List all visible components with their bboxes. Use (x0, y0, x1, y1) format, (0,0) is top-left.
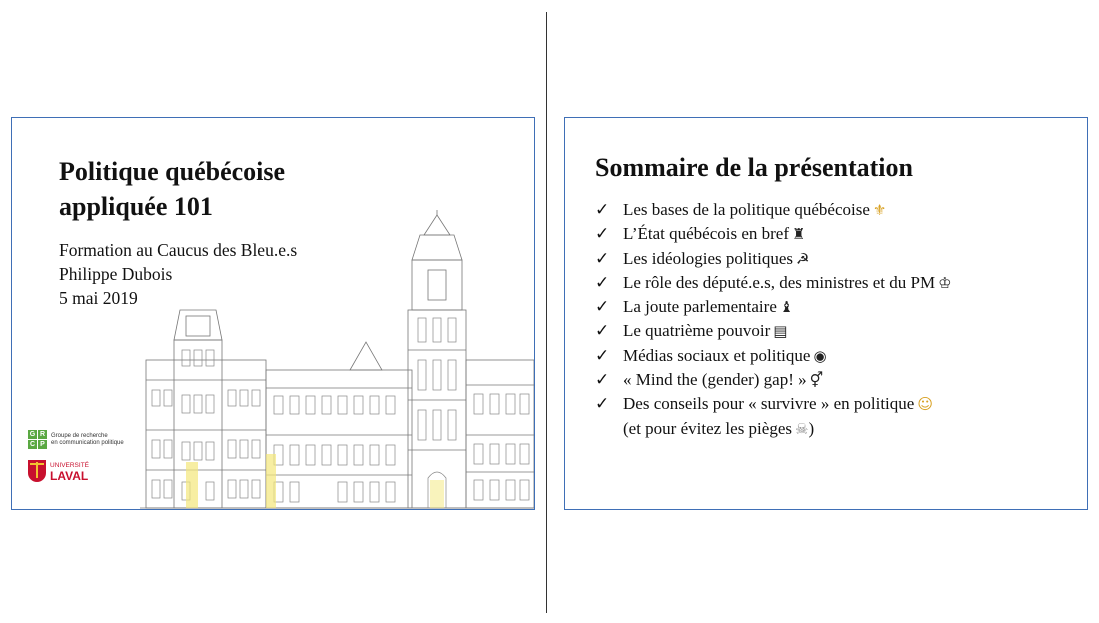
rook-icon: ♜ (792, 225, 806, 244)
check-icon: ✓ (595, 321, 610, 341)
grcp-letter: C (29, 441, 36, 448)
grcp-text-line-2: en communication politique (51, 439, 124, 446)
summary-item-text: Les bases de la politique québécoise (623, 200, 870, 219)
bishop-icon: ♝ (779, 298, 794, 317)
laval-shield-icon (28, 460, 46, 482)
hammer-sickle-icon: ☭ (795, 249, 810, 268)
title-slide[interactable] (11, 117, 535, 510)
summary-item-text: L’État québécois en bref (623, 224, 789, 244)
king-icon: ♔ (938, 273, 952, 292)
slide-title-line-1: Politique québécoise (59, 157, 286, 186)
summary-item (595, 319, 952, 343)
page-divider (546, 12, 547, 613)
newspaper-icon: ▤ (773, 322, 788, 341)
summary-item (595, 271, 952, 295)
smiling-face-icon: ☺ (917, 395, 933, 414)
summary-item (595, 247, 952, 271)
summary-item (595, 392, 952, 416)
presenter-name: Philippe Dubois (59, 264, 173, 284)
grcp-letter: G (29, 431, 36, 438)
check-icon: ✓ (595, 394, 610, 414)
summary-title: Sommaire de la présentation (595, 153, 913, 182)
universite-laval-logo (28, 460, 89, 482)
skull-crossbones-icon: ☠ (795, 419, 809, 438)
laval-text-line-1: UNIVERSITÉ (50, 462, 90, 469)
summary-slide[interactable] (564, 117, 1088, 510)
gender-icon: ⚥ (809, 371, 824, 390)
summary-item-text: Les idéologies politiques (623, 248, 793, 268)
summary-item (595, 198, 952, 222)
summary-item-continuation (595, 417, 952, 441)
grcp-logo (28, 430, 151, 449)
summary-item-text: La joute parlementaire (623, 297, 777, 317)
laval-logo-text (50, 461, 89, 481)
check-icon: ✓ (595, 224, 610, 244)
check-icon: ✓ (595, 248, 610, 268)
summary-item-text: Médias sociaux et politique (623, 345, 811, 365)
summary-item-text: (et pour évitez les pièges (623, 418, 792, 438)
summary-item-text: Le rôle des député.e.s, des ministres et du PM (623, 272, 936, 292)
check-icon: ✓ (595, 345, 610, 365)
summary-item-text: « Mind the (gender) gap! » (623, 370, 807, 390)
summary-item-text: Des conseils pour « survivre » en politique (623, 394, 915, 414)
fleur-de-lis-icon: ⚜ (872, 201, 887, 219)
summary-item (595, 368, 952, 392)
closing-parenthesis: ) (808, 418, 815, 438)
wifi-icon: ◉ (813, 346, 827, 365)
presentation-date: 5 mai 2019 (59, 288, 138, 308)
summary-item-text: Le quatrième pouvoir (623, 321, 771, 341)
summary-item (595, 222, 952, 246)
summary-item (595, 295, 952, 319)
grcp-letter: P (38, 440, 47, 449)
laval-text-line-2: LAVAL (50, 469, 89, 483)
grcp-letter: R (39, 431, 46, 438)
check-icon: ✓ (595, 272, 610, 292)
summary-list (595, 198, 952, 441)
grcp-text-line-1: Groupe de recherche (51, 432, 108, 439)
slide-title-line-2: appliquée 101 (59, 192, 213, 221)
check-icon: ✓ (595, 297, 610, 317)
grcp-logo-mark (28, 430, 47, 449)
grcp-logo-text (51, 433, 151, 447)
check-icon: ✓ (595, 200, 610, 219)
slide-title (59, 154, 285, 224)
summary-item (595, 344, 952, 368)
event-name: Formation au Caucus des Bleu.e.s (59, 240, 298, 260)
check-icon: ✓ (595, 370, 610, 390)
